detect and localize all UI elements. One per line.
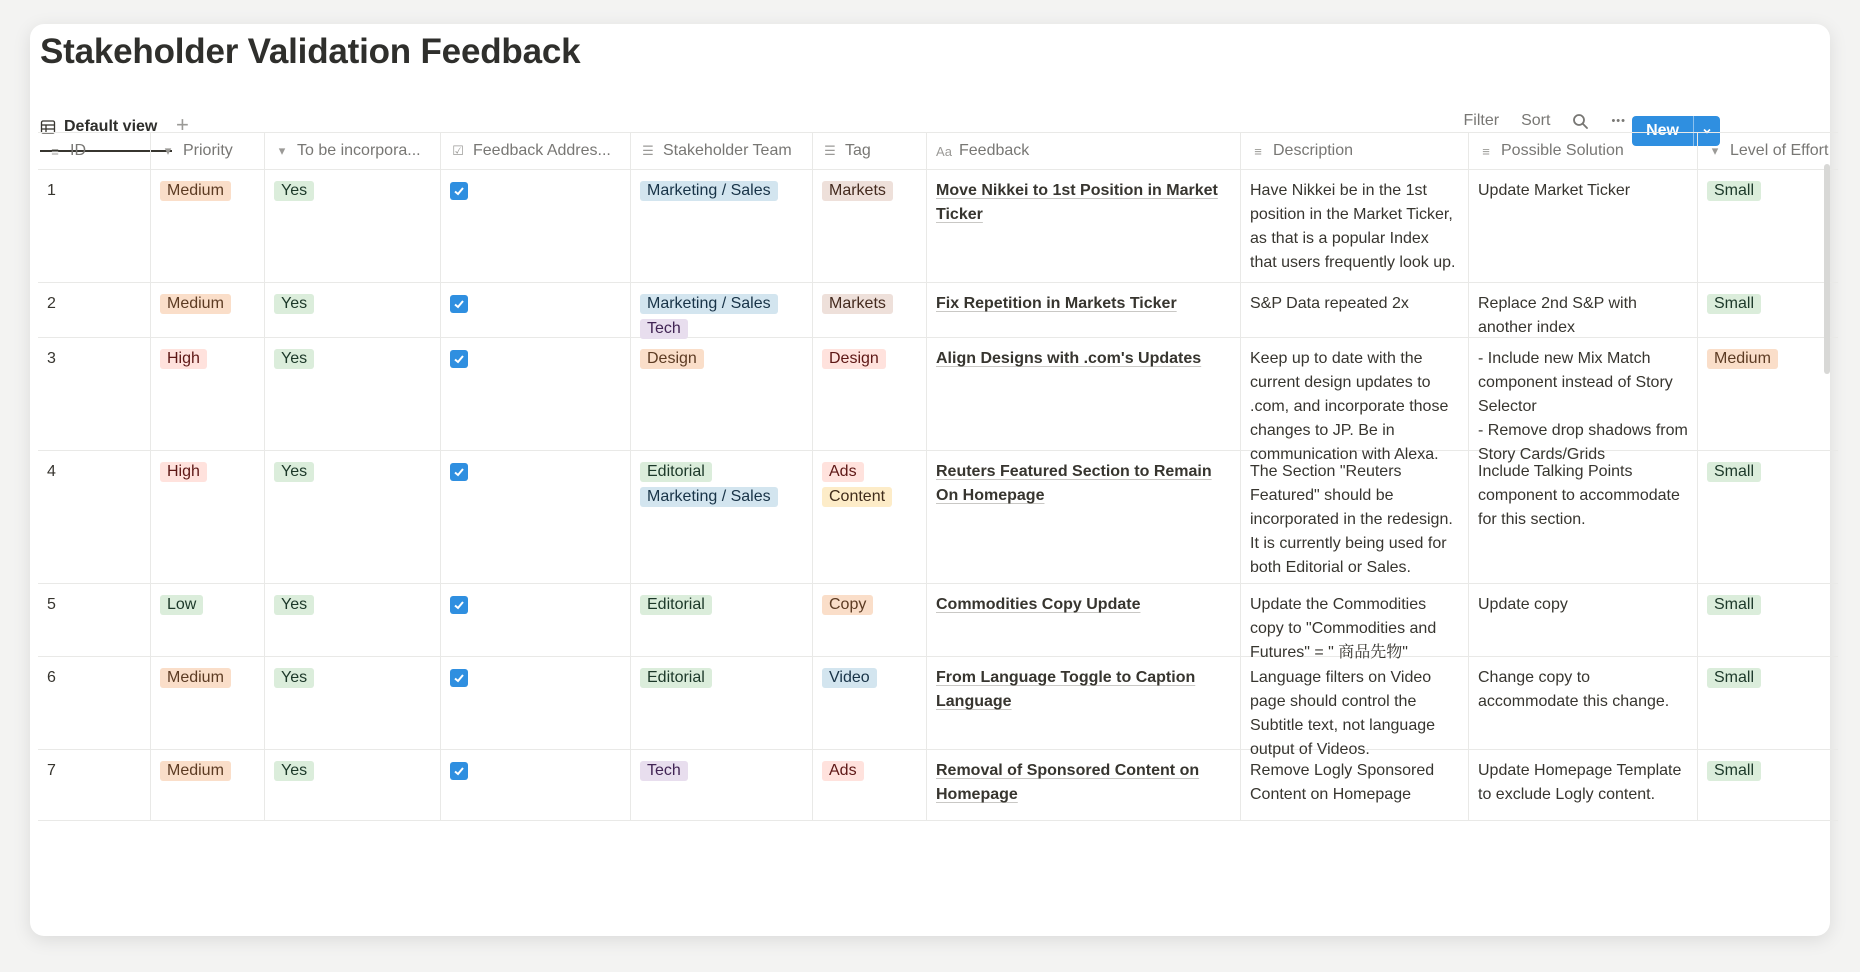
team-tag: Editorial [640,595,712,615]
team-tag: Editorial [640,668,712,688]
priority-tag: Medium [160,181,231,201]
feedback-title-link[interactable]: Fix Repetition in Markets Ticker [936,295,1177,312]
cell-feedback-addressed[interactable] [441,584,631,656]
cell-level-of-effort[interactable] [1698,750,1838,820]
team-tag: Marketing / Sales [640,294,778,314]
effort-tag: Small [1707,294,1761,314]
cell-description[interactable] [1241,451,1469,583]
effort-tag: Medium [1707,349,1778,369]
column-header-tag[interactable] [813,133,927,169]
cell-feedback[interactable] [927,657,1241,749]
sort-button[interactable]: Sort [1521,112,1551,129]
cell-priority[interactable] [151,338,265,450]
description-text: The Section "Reuters Featured" should be incorporated in the redesign. It is currently being used for both Editorial or Sales. [1250,463,1453,576]
priority-tag: Low [160,595,203,615]
cell-stakeholder-team[interactable] [631,338,813,450]
incorporate-tag: Yes [274,668,314,688]
column-header-label: Stakeholder Team [663,142,792,159]
team-tag: Tech [640,319,688,339]
table-row[interactable] [38,338,1838,463]
row-id: 1 [47,182,56,199]
cell-to-be-incorporated[interactable] [265,750,441,820]
cell-stakeholder-team[interactable] [631,170,813,282]
view-label: Default view [64,118,158,135]
column-header-label: Description [1273,142,1354,159]
cell-to-be-incorporated[interactable] [265,451,441,583]
description-text: Language filters on Video page should control the Subtitle text, not language output of Videos. [1250,669,1436,758]
feedback-addressed-checkbox[interactable] [450,596,468,614]
table-row[interactable] [38,451,1838,584]
table-row[interactable] [38,170,1838,283]
database-table [38,132,1838,821]
team-tag: Design [640,349,704,369]
check-icon [453,298,465,310]
cell-priority[interactable] [151,170,265,282]
column-header-possible-solution[interactable] [1469,133,1698,169]
team-tags [640,460,803,507]
row-id: 5 [47,596,56,613]
cell-feedback-addressed[interactable] [441,283,631,337]
feedback-addressed-checkbox[interactable] [450,182,468,200]
select-icon: ▾ [164,143,172,158]
database-page [30,24,1830,936]
cell-feedback-addressed[interactable] [441,170,631,282]
checkbox-icon: ☑ [452,143,464,158]
cell-tag[interactable] [813,170,927,282]
feedback-addressed-checkbox[interactable] [450,762,468,780]
cell-to-be-incorporated[interactable] [265,657,441,749]
title-icon: Aa [936,143,952,159]
priority-tag: Medium [160,668,231,688]
cell-stakeholder-team[interactable] [631,750,813,820]
column-header-label: Priority [183,142,233,159]
cell-feedback[interactable] [927,451,1241,583]
incorporate-tag: Yes [274,761,314,781]
cell-to-be-incorporated[interactable] [265,338,441,450]
row-id: 3 [47,350,56,367]
tag-pill: Markets [822,181,893,201]
feedback-title-link[interactable]: Commodities Copy Update [936,596,1141,613]
feedback-title-link[interactable]: Reuters Featured Section to Remain On Homepage [936,463,1212,504]
effort-tag: Small [1707,761,1761,781]
cell-feedback[interactable] [927,283,1241,337]
text-icon: ≡ [51,143,59,159]
column-header-level-of-effort[interactable] [1698,133,1838,169]
incorporate-tag: Yes [274,462,314,482]
cell-stakeholder-team[interactable] [631,584,813,656]
column-header-label: Possible Solution [1501,142,1624,159]
tag-tags [822,347,917,369]
cell-id[interactable] [38,451,151,583]
cell-level-of-effort[interactable] [1698,338,1838,450]
cell-possible-solution[interactable] [1469,170,1698,282]
cell-priority[interactable] [151,584,265,656]
effort-tag: Small [1707,668,1761,688]
cell-level-of-effort[interactable] [1698,584,1838,656]
table-body [38,170,1838,821]
column-header-to-be-incorporated[interactable] [265,133,441,169]
team-tag: Marketing / Sales [640,487,778,507]
search-icon[interactable] [1572,113,1589,130]
cell-possible-solution[interactable] [1469,750,1698,820]
effort-tag: Small [1707,595,1761,615]
team-tag: Tech [640,761,688,781]
cell-description[interactable] [1241,170,1469,282]
cell-feedback-addressed[interactable] [441,338,631,450]
row-id: 7 [47,762,56,779]
description-text: Remove Logly Sponsored Content on Homepage [1250,762,1435,803]
text-icon: ≡ [1254,143,1262,159]
team-tags [640,759,803,781]
description-text: Have Nikkei be in the 1st position in the Market Ticker, as that is a popular Index that users frequently look up. [1250,182,1456,271]
team-tags [640,593,803,615]
incorporate-tag: Yes [274,595,314,615]
feedback-addressed-checkbox[interactable] [450,463,468,481]
column-header-priority[interactable] [151,133,265,169]
cell-id[interactable] [38,283,151,337]
column-header-feedback-addressed[interactable] [441,133,631,169]
check-icon [453,466,465,478]
check-icon [453,185,465,197]
cell-description[interactable] [1241,657,1469,758]
cell-id[interactable] [38,584,151,656]
feedback-addressed-checkbox[interactable] [450,295,468,313]
cell-stakeholder-team[interactable] [631,657,813,749]
cell-feedback-addressed[interactable] [441,451,631,583]
tag-pill: Content [822,487,892,507]
cell-priority[interactable] [151,750,265,820]
description-text: Keep up to date with the current design updates to .com, and incorporate those changes to JP. Be in communication with Alexa. [1250,350,1449,463]
tag-pill: Copy [822,595,873,615]
column-header-label: Level of Effort [1730,142,1829,159]
tag-tags [822,460,917,507]
feedback-title-link[interactable]: Align Designs with .com's Updates [936,350,1202,367]
cell-level-of-effort[interactable] [1698,283,1838,337]
team-tags [640,179,803,201]
filter-button[interactable]: Filter [1463,112,1500,129]
tag-tags [822,593,917,615]
table-header [38,132,1838,170]
effort-tag: Small [1707,181,1761,201]
cell-possible-solution[interactable] [1469,283,1698,337]
solution-text: Change copy to accommodate this change. [1478,669,1670,710]
cell-feedback[interactable] [927,584,1241,656]
cell-level-of-effort[interactable] [1698,170,1838,282]
feedback-title-link[interactable]: From Language Toggle to Caption Language [936,669,1196,710]
cell-description[interactable] [1241,283,1469,337]
multiselect-icon: ☰ [642,143,654,158]
cell-priority[interactable] [151,283,265,337]
cell-tag[interactable] [813,657,927,749]
more-icon[interactable]: ••• [1611,115,1626,127]
column-header-label: Tag [845,142,871,159]
tag-pill: Design [822,349,886,369]
feedback-addressed-checkbox[interactable] [450,669,468,687]
cell-to-be-incorporated[interactable] [265,283,441,337]
feedback-title-link[interactable]: Move Nikkei to 1st Position in Market Ticker [936,182,1218,223]
cell-possible-solution[interactable] [1469,657,1698,749]
column-header-feedback[interactable] [927,133,1241,169]
column-header-description[interactable] [1241,133,1469,169]
solution-text: Update copy [1478,596,1568,613]
team-tag: Editorial [640,462,712,482]
cell-id[interactable] [38,170,151,282]
cell-possible-solution[interactable] [1469,451,1698,583]
cell-to-be-incorporated[interactable] [265,584,441,656]
cell-stakeholder-team[interactable] [631,451,813,583]
tag-tags [822,759,917,781]
column-header-stakeholder-team[interactable] [631,133,813,169]
text-icon: ≡ [1482,143,1490,159]
tag-pill: Ads [822,761,864,781]
cell-priority[interactable] [151,451,265,583]
tag-pill: Markets [822,294,893,314]
cell-tag[interactable] [813,750,927,820]
feedback-title-link[interactable]: Removal of Sponsored Content on Homepage [936,762,1200,803]
tag-tags [822,666,917,688]
cell-feedback-addressed[interactable] [441,657,631,749]
solution-text: - Include new Mix Match component instead of Story Selector - Remove drop shadows from Story Cards/Grids [1478,350,1688,463]
column-header-label: Feedback [959,142,1030,159]
solution-text: Update Market Ticker [1478,182,1631,199]
column-header-label: Feedback Addres... [473,142,611,159]
tag-pill: Ads [822,462,864,482]
cell-tag[interactable] [813,283,927,337]
cell-feedback[interactable] [927,338,1241,450]
cell-id[interactable] [38,657,151,749]
toolbar-actions [1464,112,1626,130]
tag-pill: Video [822,668,877,688]
feedback-addressed-checkbox[interactable] [450,350,468,368]
description-text: Update the Commodities copy to "Commodities and Futures" = " 商品先物" [1250,596,1437,661]
solution-text: Include Talking Points component to accommodate for this section. [1478,463,1680,528]
cell-description[interactable] [1241,338,1469,463]
column-header-id[interactable] [38,133,151,169]
multiselect-icon: ☰ [824,143,836,158]
cell-level-of-effort[interactable] [1698,451,1838,583]
cell-id[interactable] [38,338,151,450]
cell-possible-solution[interactable] [1469,338,1698,463]
cell-description[interactable] [1241,584,1469,661]
check-icon [453,672,465,684]
row-id: 4 [47,463,56,480]
table-row[interactable] [38,657,1838,758]
check-icon [453,353,465,365]
add-view-button[interactable]: + [176,112,189,137]
cell-id[interactable] [38,750,151,820]
team-tag: Marketing / Sales [640,181,778,201]
team-tags [640,347,803,369]
priority-tag: Medium [160,761,231,781]
priority-tag: High [160,462,207,482]
solution-text: Replace 2nd S&P with another index [1478,295,1637,336]
cell-feedback[interactable] [927,170,1241,282]
cell-description[interactable] [1241,750,1469,820]
tag-tags [822,179,917,201]
cell-tag[interactable] [813,338,927,450]
cell-stakeholder-team[interactable] [631,283,813,337]
table-row[interactable] [38,283,1838,338]
cell-feedback-addressed[interactable] [441,750,631,820]
team-tags [640,666,803,688]
row-id: 6 [47,669,56,686]
select-icon: ▾ [278,143,286,158]
row-id: 2 [47,295,56,312]
team-tags [640,292,803,339]
new-button-label[interactable]: New [1646,122,1679,139]
page-title: Stakeholder Validation Feedback [40,32,581,71]
cell-tag[interactable] [813,584,927,656]
vertical-scrollbar[interactable] [1824,164,1830,374]
description-text: S&P Data repeated 2x [1250,295,1409,312]
cell-level-of-effort[interactable] [1698,657,1838,749]
column-header-label: ID [70,142,86,159]
incorporate-tag: Yes [274,181,314,201]
cell-to-be-incorporated[interactable] [265,170,441,282]
check-icon [453,599,465,611]
cell-priority[interactable] [151,657,265,749]
column-header-label: To be incorpora... [297,142,421,159]
select-icon: ▾ [1711,143,1719,158]
effort-tag: Small [1707,462,1761,482]
check-icon [453,765,465,777]
table-row[interactable] [38,584,1838,661]
table-row[interactable] [38,750,1838,821]
tag-tags [822,292,917,314]
cell-tag[interactable] [813,451,927,583]
solution-text: Update Homepage Template to exclude Logly content. [1478,762,1682,803]
incorporate-tag: Yes [274,294,314,314]
cell-feedback[interactable] [927,750,1241,820]
cell-possible-solution[interactable] [1469,584,1698,656]
priority-tag: High [160,349,207,369]
incorporate-tag: Yes [274,349,314,369]
priority-tag: Medium [160,294,231,314]
